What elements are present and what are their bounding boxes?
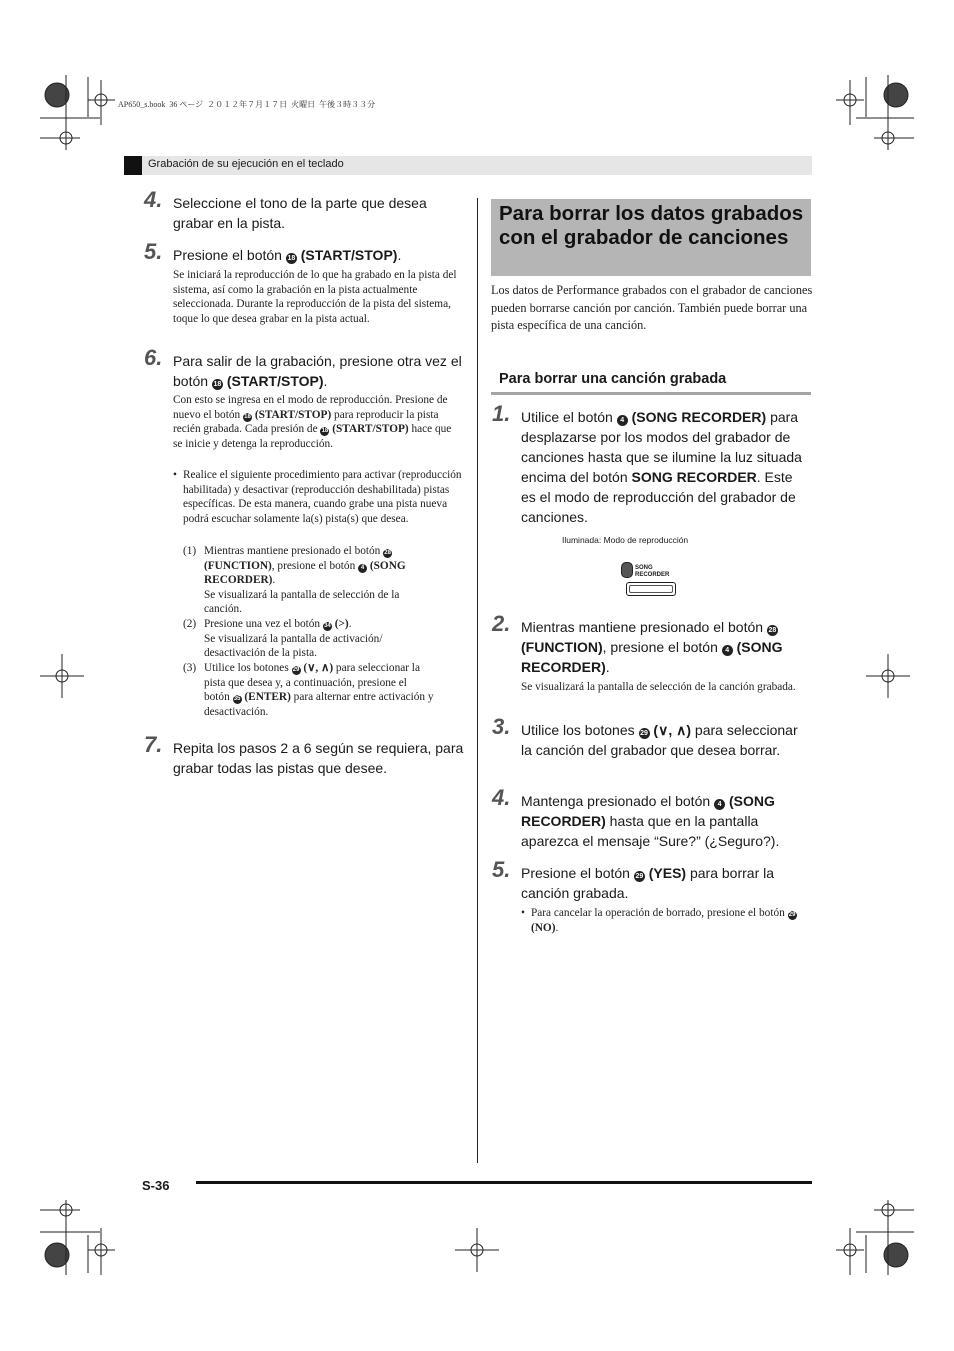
bullet-item: • Para cancelar la operación de borrado, presione el botón 29 (NO).	[521, 907, 796, 934]
step-text: Mantenga presionado el botón 4 (SONG RECORDER) hasta que en la pantalla aparezca el mensaje “Sure?” (¿Seguro?).	[521, 793, 780, 849]
button-4-icon: 4	[617, 415, 628, 426]
button-29-icon: 29	[788, 912, 796, 918]
subsection-title: Para borrar una canción grabada	[499, 371, 727, 387]
step-note: Con esto se ingresa en el modo de reproducción. Presione de nuevo el botón 18 (START/STOP) para reproducir la pista recién grabada. Cada presión de 18 (START/STOP) hace que se inicie y detenga la reproducción.	[173, 394, 452, 450]
section-title: Grabación de su ejecución en el teclado	[148, 158, 344, 170]
step-text: Para salir de la grabación, presione otra vez el botón 18 (START/STOP).	[173, 353, 462, 389]
column-divider	[477, 198, 478, 1163]
button-29-icon: 29	[640, 730, 648, 737]
step-note: Se visualizará la pantalla de selección de la canción grabada.	[521, 681, 796, 693]
button-4-icon: 4	[358, 564, 367, 573]
button-18-icon: 18	[213, 381, 222, 388]
intro-paragraph: Los datos de Performance grabados con el grabador de canciones pueden borrarse canción por canción. También puede borrar una pista específica de una canción.	[491, 283, 813, 332]
step-text: Presione el botón 18 (START/STOP).	[173, 247, 402, 263]
button-29-icon: 29	[292, 667, 300, 673]
bullet-item: • Realice el siguiente procedimiento para activar (reproducción habilitada) y desactivar (reproducción deshabilitada) pistas específicas. De esta manera, cuando grabe una pista nueva podrá escuchar solamente la(s) pista(s) que desea.	[173, 469, 462, 525]
step-note: Se iniciará la reproducción de lo que ha grabado en la pista del sistema, así como la grabación en la pista actualmente seleccionada. Durante la reproducción de la pista del sistema, toque lo que desea grabar en la pista actual.	[173, 269, 457, 325]
substep-2: (2) Presione una vez el botón 34 (>). Se visualizará la pantalla de activación/ desactivación de la pista.	[183, 618, 383, 660]
button-18-icon: 18	[321, 428, 329, 435]
bullet-icon: •	[173, 469, 177, 481]
song-recorder-label: SONG RECORDER	[635, 565, 670, 578]
step-text: Repita los pasos 2 a 6 según se requiera, para grabar todas las pistas que desee.	[173, 740, 464, 776]
step-text: Seleccione el tono de la parte que desea grabar en la pista.	[173, 195, 427, 231]
page-number: S-36	[142, 1178, 170, 1193]
button-28-icon: 28	[384, 550, 391, 556]
button-29-icon: 29	[635, 873, 644, 880]
figure-caption: Iluminada: Modo de reproducción	[562, 535, 689, 545]
header-marker	[124, 156, 142, 175]
step-text: Mientras mantiene presionado el botón 28 (FUNCTION), presione el botón 4 (SONG RECORDER).	[521, 619, 783, 675]
song-recorder-button-figure	[626, 582, 676, 596]
subsection-rule	[491, 392, 811, 395]
substep-3: (3) Utilice los botones 29 (∨, ∧) para seleccionar la pista que desea y, a continuación, presione el botón 35 (ENTER) para alternar entre activación y desactivación.	[183, 662, 434, 718]
button-18-icon: 18	[287, 255, 296, 262]
footer-rule	[196, 1181, 812, 1184]
substep-1: (1) Mientras mantiene presionado el botón 28 (FUNCTION), presione el botón 4 (SONG RECORDER). Se visualizará la pantalla de selección de la canción.	[183, 545, 406, 616]
button-4-icon: 4	[722, 645, 733, 656]
step-text: Presione el botón 29 (YES) para borrar la canción grabada.	[521, 865, 775, 901]
section-heading: Para borrar los datos grabados con el grabador de canciones	[499, 202, 804, 249]
button-18-icon: 18	[244, 413, 251, 420]
button-35-icon: 35	[233, 696, 241, 703]
bullet-icon: •	[521, 907, 525, 919]
step-text: Utilice el botón 4 (SONG RECORDER) para desplazarse por los modos del grabador de canciones hasta que se ilumine la luz situada encima del botón SONG RECORDER. Este es el modo de reproducción del grabador de canciones.	[521, 409, 802, 525]
button-28-icon: 28	[768, 627, 777, 634]
step-text: Utilice los botones 29 (∨, ∧) para seleccionar la canción del grabador que desea borrar.	[521, 722, 798, 758]
print-info: AP650_s.book 36 ページ ２０１２年７月１７日 火曜日 午後３時３３分	[118, 100, 376, 109]
button-34-icon: 34	[324, 623, 331, 629]
button-4-icon: 4	[714, 799, 725, 810]
lamp-icon	[621, 562, 633, 578]
